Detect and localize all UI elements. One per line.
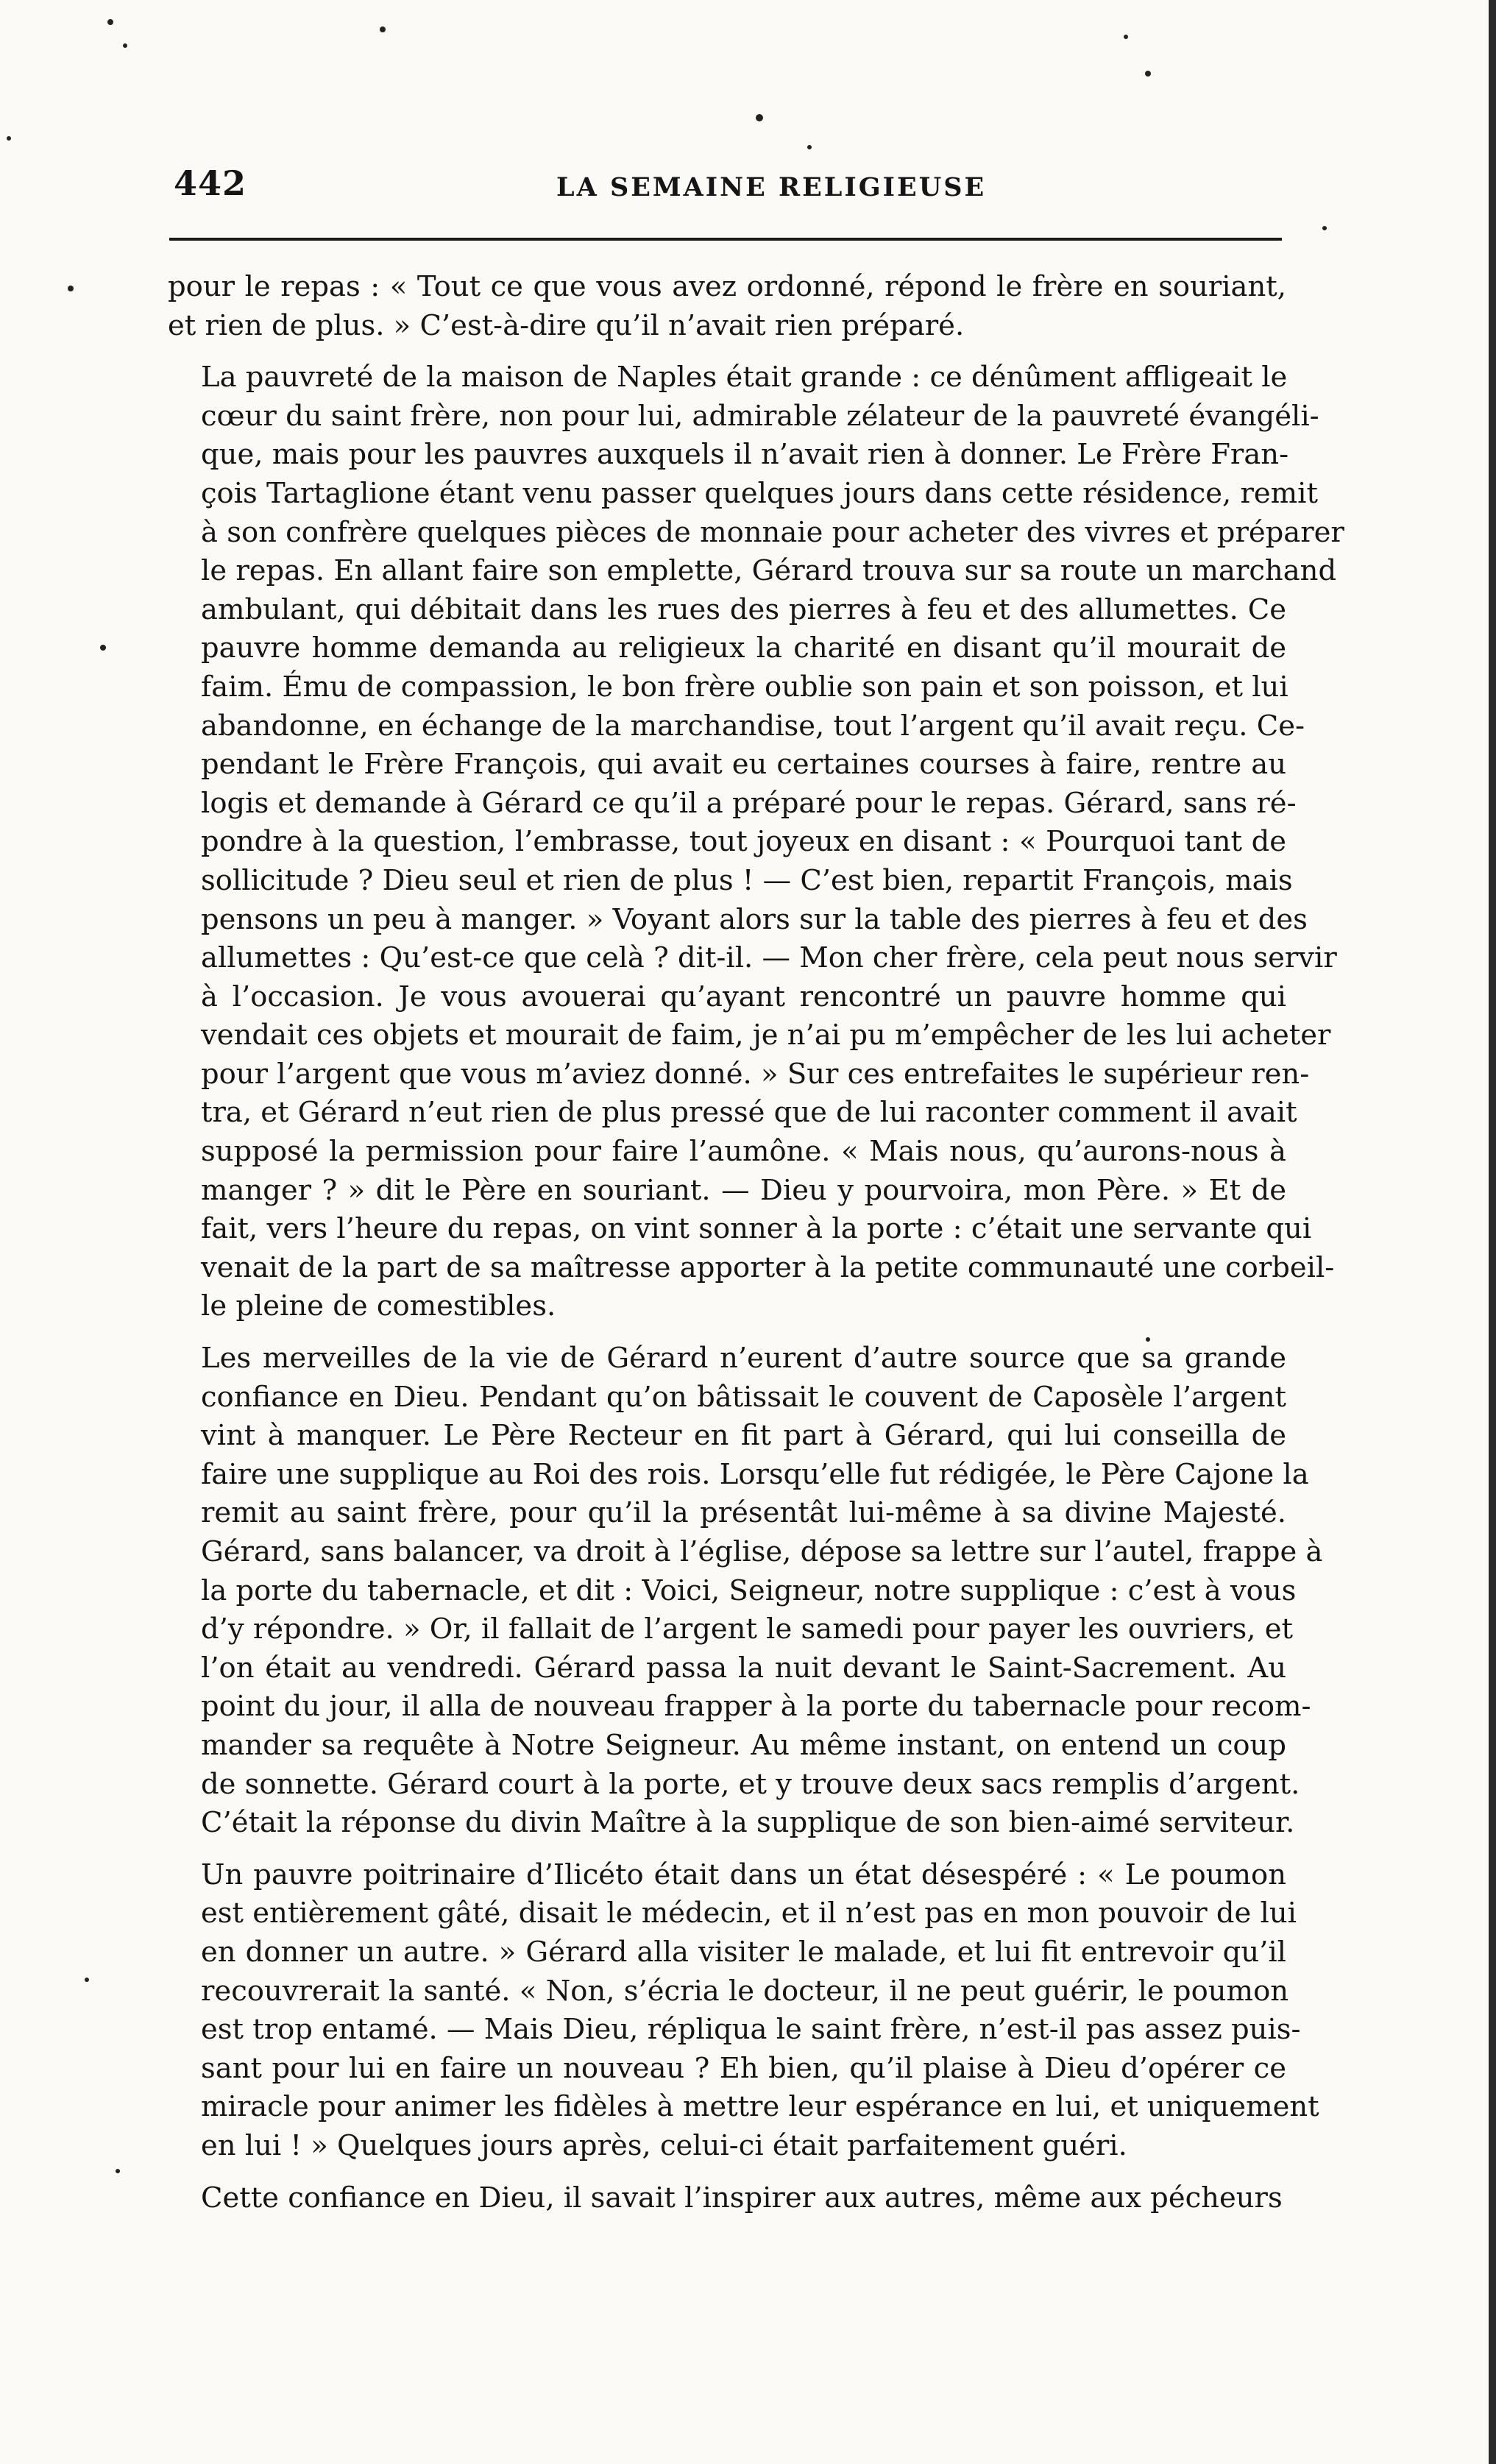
text-line: pensons un peu à manger. » Voyant alors sur la table des pierres à feu et des bbox=[201, 902, 1308, 936]
text-line: Cette confiance en Dieu, il savait l’inspirer aux autres, même aux pécheurs bbox=[201, 2181, 1283, 2215]
text-line: la porte du tabernacle, et dit : Voici, Seigneur, notre supplique : c’est à vous bbox=[201, 1573, 1297, 1607]
text-line: d’y répondre. » Or, il fallait de l’argent le samedi pour payer les ouvriers, et bbox=[201, 1612, 1293, 1646]
text-line: manger ? » dit le Père en souriant. — Dieu y pourvoira, mon Père. » Et de bbox=[201, 1173, 1286, 1207]
text-line: fait, vers l’heure du repas, on vint sonner à la porte : c’était une servante qui bbox=[201, 1212, 1312, 1246]
text-line: Les merveilles de la vie de Gérard n’eurent d’autre source que sa grande bbox=[201, 1342, 1286, 1376]
header-rule bbox=[169, 238, 1282, 241]
paragraph bbox=[168, 1856, 1319, 2166]
paragraph bbox=[168, 2179, 1286, 2218]
text-line: ambulant, qui débitait dans les rues des pierres à feu et des allumettes. Ce bbox=[201, 592, 1286, 626]
page-edge-shadow bbox=[1489, 0, 1496, 2464]
text-line: de sonnette. Gérard court à la porte, et y trouve deux sacs remplis d’argent. bbox=[201, 1767, 1300, 1801]
text-line: et rien de plus. » C’est-à-dire qu’il n’avait rien préparé. bbox=[168, 308, 965, 342]
text-line: que, mais pour les pauvres auxquels il n’avait rien à donner. Le Frère Fran- bbox=[201, 438, 1289, 472]
text-line: en donner un autre. » Gérard alla visiter le malade, et lui fit entrevoir qu’il bbox=[201, 1935, 1286, 1969]
text-line: est entièrement gâté, disait le médecin, et il n’est pas en mon pouvoir de lui bbox=[201, 1897, 1297, 1930]
text-line: remit au saint frère, pour qu’il la présentât lui-même à sa divine Majesté. bbox=[201, 1496, 1286, 1530]
text-line: le pleine de comestibles. bbox=[201, 1289, 556, 1323]
text-line: pour l’argent que vous m’aviez donné. » Sur ces entrefaites le supérieur ren- bbox=[201, 1057, 1310, 1091]
text-line: Gérard, sans balancer, va droit à l’église, dépose sa lettre sur l’autel, frappe à bbox=[201, 1535, 1323, 1568]
text-line: Un pauvre poitrinaire d’Ilicéto était dans un état désespéré : « Le poumon bbox=[201, 1858, 1286, 1891]
text-line: faire une supplique au Roi des rois. Lorsqu’elle fut rédigée, le Père Cajone la bbox=[201, 1457, 1309, 1491]
text-line: à son confrère quelques pièces de monnaie pour acheter des vivres et préparer bbox=[201, 515, 1344, 549]
text-line: logis et demande à Gérard ce qu’il a préparé pour le repas. Gérard, sans ré- bbox=[201, 786, 1297, 820]
paragraph bbox=[168, 358, 1344, 1326]
text-line: est trop entamé. — Mais Dieu, répliqua le saint frère, n’est-il pas assez puis- bbox=[201, 2013, 1301, 2047]
text-line: miracle pour animer les fidèles à mettre leur espérance en lui, et uniquement bbox=[201, 2090, 1319, 2124]
text-line: mander sa requête à Notre Seigneur. Au même instant, on entend un coup bbox=[201, 1728, 1286, 1762]
text-line: cœur du saint frère, non pour lui, admirable zélateur de la pauvreté évangéli- bbox=[201, 399, 1319, 433]
text-line: l’on était au vendredi. Gérard passa la nuit devant le Saint-Sacrement. Au bbox=[201, 1651, 1286, 1685]
text-line: allumettes : Qu’est-ce que celà ? dit-il. — Mon cher frère, cela peut nous servir bbox=[201, 941, 1337, 975]
text-line: à l’occasion. Je vous avouerai qu’ayant rencontré un pauvre homme qui bbox=[201, 980, 1286, 1013]
text-line: en lui ! » Quelques jours après, celui-ci était parfaitement guéri. bbox=[201, 2128, 1127, 2162]
text-line: La pauvreté de la maison de Naples était grande : ce dénûment affligeait le bbox=[201, 361, 1288, 394]
text-line: pour le repas : « Tout ce que vous avez ordonné, répond le frère en souriant, bbox=[168, 270, 1286, 303]
text-line: pondre à la question, l’embrasse, tout joyeux en disant : « Pourquoi tant de bbox=[201, 825, 1286, 859]
text-line: C’était la réponse du divin Maître à la supplique de son bien-aimé serviteur. bbox=[201, 1806, 1295, 1840]
paragraph bbox=[168, 1339, 1323, 1843]
text-line: vendait ces objets et mourait de faim, je n’ai pu m’empêcher de les lui acheter bbox=[201, 1019, 1331, 1052]
text-line: point du jour, il alla de nouveau frapper à la porte du tabernacle pour recom- bbox=[201, 1690, 1311, 1724]
page-number: 442 bbox=[174, 163, 247, 203]
text-line: pendant le Frère François, qui avait eu certaines courses à faire, rentre au bbox=[201, 748, 1286, 782]
text-line: confiance en Dieu. Pendant qu’on bâtissait le couvent de Caposèle l’argent bbox=[201, 1380, 1286, 1414]
text-line: vint à manquer. Le Père Recteur en fit part à Gérard, qui lui conseilla de bbox=[201, 1419, 1286, 1453]
text-line: çois Tartaglione étant venu passer quelques jours dans cette résidence, remit bbox=[201, 476, 1318, 510]
text-line: faim. Ému de compassion, le bon frère oublie son pain et son poisson, et lui bbox=[201, 670, 1288, 704]
text-line: venait de la part de sa maîtresse apporter à la petite communauté une corbeil- bbox=[201, 1250, 1335, 1284]
text-line: supposé la permission pour faire l’aumône. « Mais nous, qu’aurons-nous à bbox=[201, 1135, 1286, 1169]
paragraph bbox=[168, 268, 1286, 345]
text-line: recouvrerait la santé. « Non, s’écria le docteur, il ne peut guérir, le poumon bbox=[201, 1974, 1289, 2008]
page-header bbox=[174, 163, 1285, 215]
text-line: sollicitude ? Dieu seul et rien de plus ! — C’est bien, repartit François, mais bbox=[201, 863, 1293, 897]
text-line: tra, et Gérard n’eut rien de plus pressé que de lui raconter comment il avait bbox=[201, 1096, 1297, 1130]
text-line: sant pour lui en faire un nouveau ? Eh bien, qu’il plaise à Dieu d’opérer ce bbox=[201, 2051, 1286, 2085]
text-line: le repas. En allant faire son emplette, Gérard trouva sur sa route un marchand bbox=[201, 554, 1337, 588]
text-line: abandonne, en échange de la marchandise, tout l’argent qu’il avait reçu. Ce- bbox=[201, 709, 1305, 743]
text-line: pauvre homme demanda au religieux la charité en disant qu’il mourait de bbox=[201, 631, 1286, 665]
body-text bbox=[168, 268, 1344, 2231]
running-title: LA SEMAINE RELIGIEUSE bbox=[556, 172, 987, 202]
